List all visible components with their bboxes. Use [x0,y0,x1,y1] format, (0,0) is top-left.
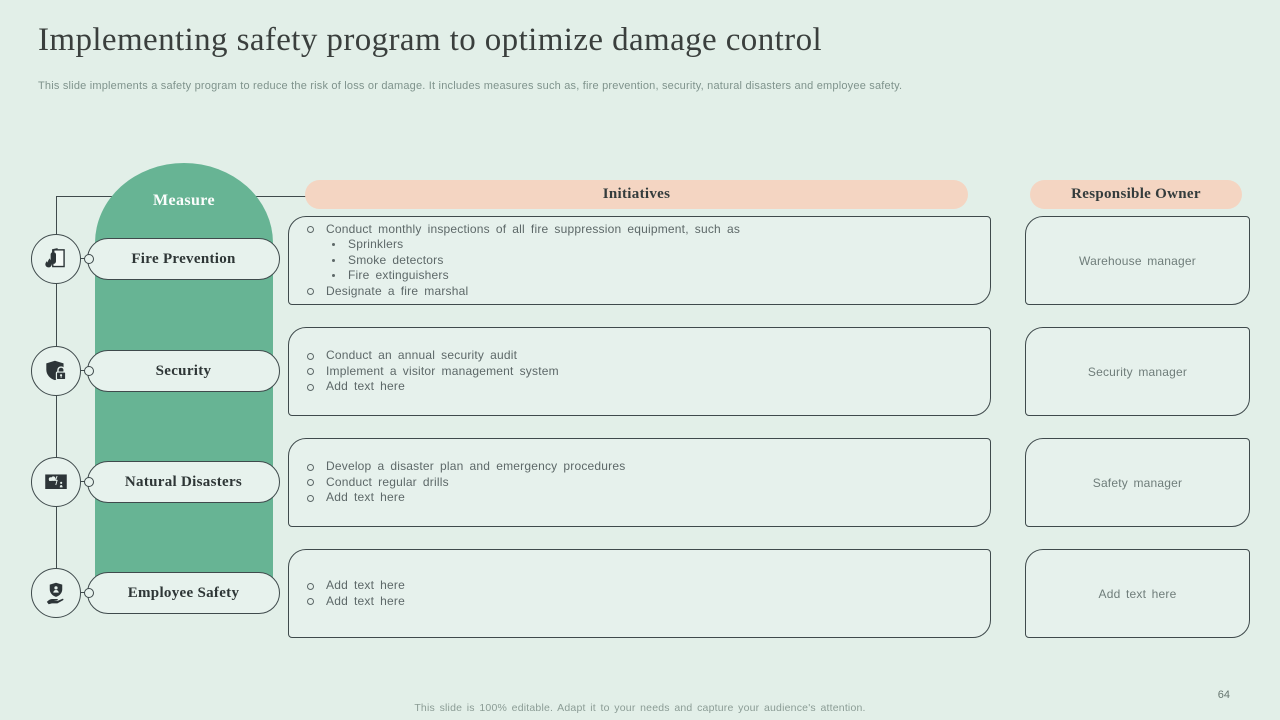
owner-box-security-manager: Security manager [1025,327,1250,416]
bullet-dot-marker [332,259,335,262]
row-connector-node [84,366,94,376]
bullet-item: Implement a visitor management system [307,364,990,380]
bullet-circle-marker [307,353,314,360]
measure-pill-fire-prevention: Fire Prevention [87,238,280,280]
owner-box-add-text: Add text here [1025,549,1250,638]
row-connector-node [84,588,94,598]
bullet-item: Add text here [307,578,990,594]
measure-pill-natural-disasters: Natural Disasters [87,461,280,503]
page-title: Implementing safety program to optimize damage control [38,22,823,58]
page-number: 64 [1217,689,1230,701]
footer-note: This slide is 100% editable. Adapt it to your needs and capture your audience's attention. [414,702,866,714]
bullet-dot-marker [332,274,335,277]
bullet-item: Sprinklers [307,237,990,253]
bullet-circle-marker [307,479,314,486]
bullet-circle-marker [307,226,314,233]
initiatives-box-employee-safety [288,549,991,638]
initiatives-box-security [288,327,991,416]
owner-column-header: Responsible Owner [1030,180,1242,209]
bullet-circle-marker [307,495,314,502]
initiatives-box-fire-prevention [288,216,991,305]
bullet-item: Fire extinguishers [307,268,990,284]
owner-box-safety-manager: Safety manager [1025,438,1250,527]
bullet-circle-marker [307,464,314,471]
page-subtitle: This slide implements a safety program to reduce the risk of loss or damage. It includes measures such as, fire prevention, security, natural disasters and employee safety. [38,80,903,92]
bullet-item: Add text here [307,594,990,610]
bullet-item: Add text here [307,379,990,395]
bullet-item: Add text here [307,490,990,506]
measure-column-header: Measure [152,192,216,209]
bullet-item: Conduct regular drills [307,475,990,491]
employee-safety-icon [31,568,81,618]
bullet-item: Designate a fire marshal [307,284,990,300]
fire-prevention-icon [31,234,81,284]
bullet-circle-marker [307,583,314,590]
bullet-dot-marker [332,243,335,246]
bullet-circle-marker [307,384,314,391]
row-connector-node [84,254,94,264]
bullet-item: Conduct monthly inspections of all fire suppression equipment, such as [307,222,990,238]
measure-pill-employee-safety: Employee Safety [87,572,280,614]
row-connector-node [84,477,94,487]
owner-box-warehouse-manager: Warehouse manager [1025,216,1250,305]
initiatives-box-natural-disasters [288,438,991,527]
bullet-item: Develop a disaster plan and emergency procedures [307,459,990,475]
measure-pill-security: Security [87,350,280,392]
initiatives-column-header: Initiatives [305,180,968,209]
bullet-item: Conduct an annual security audit [307,348,990,364]
security-shield-lock-icon [31,346,81,396]
bullet-circle-marker [307,288,314,295]
bullet-item: Smoke detectors [307,253,990,269]
bullet-circle-marker [307,368,314,375]
bullet-circle-marker [307,598,314,605]
natural-disaster-icon [31,457,81,507]
